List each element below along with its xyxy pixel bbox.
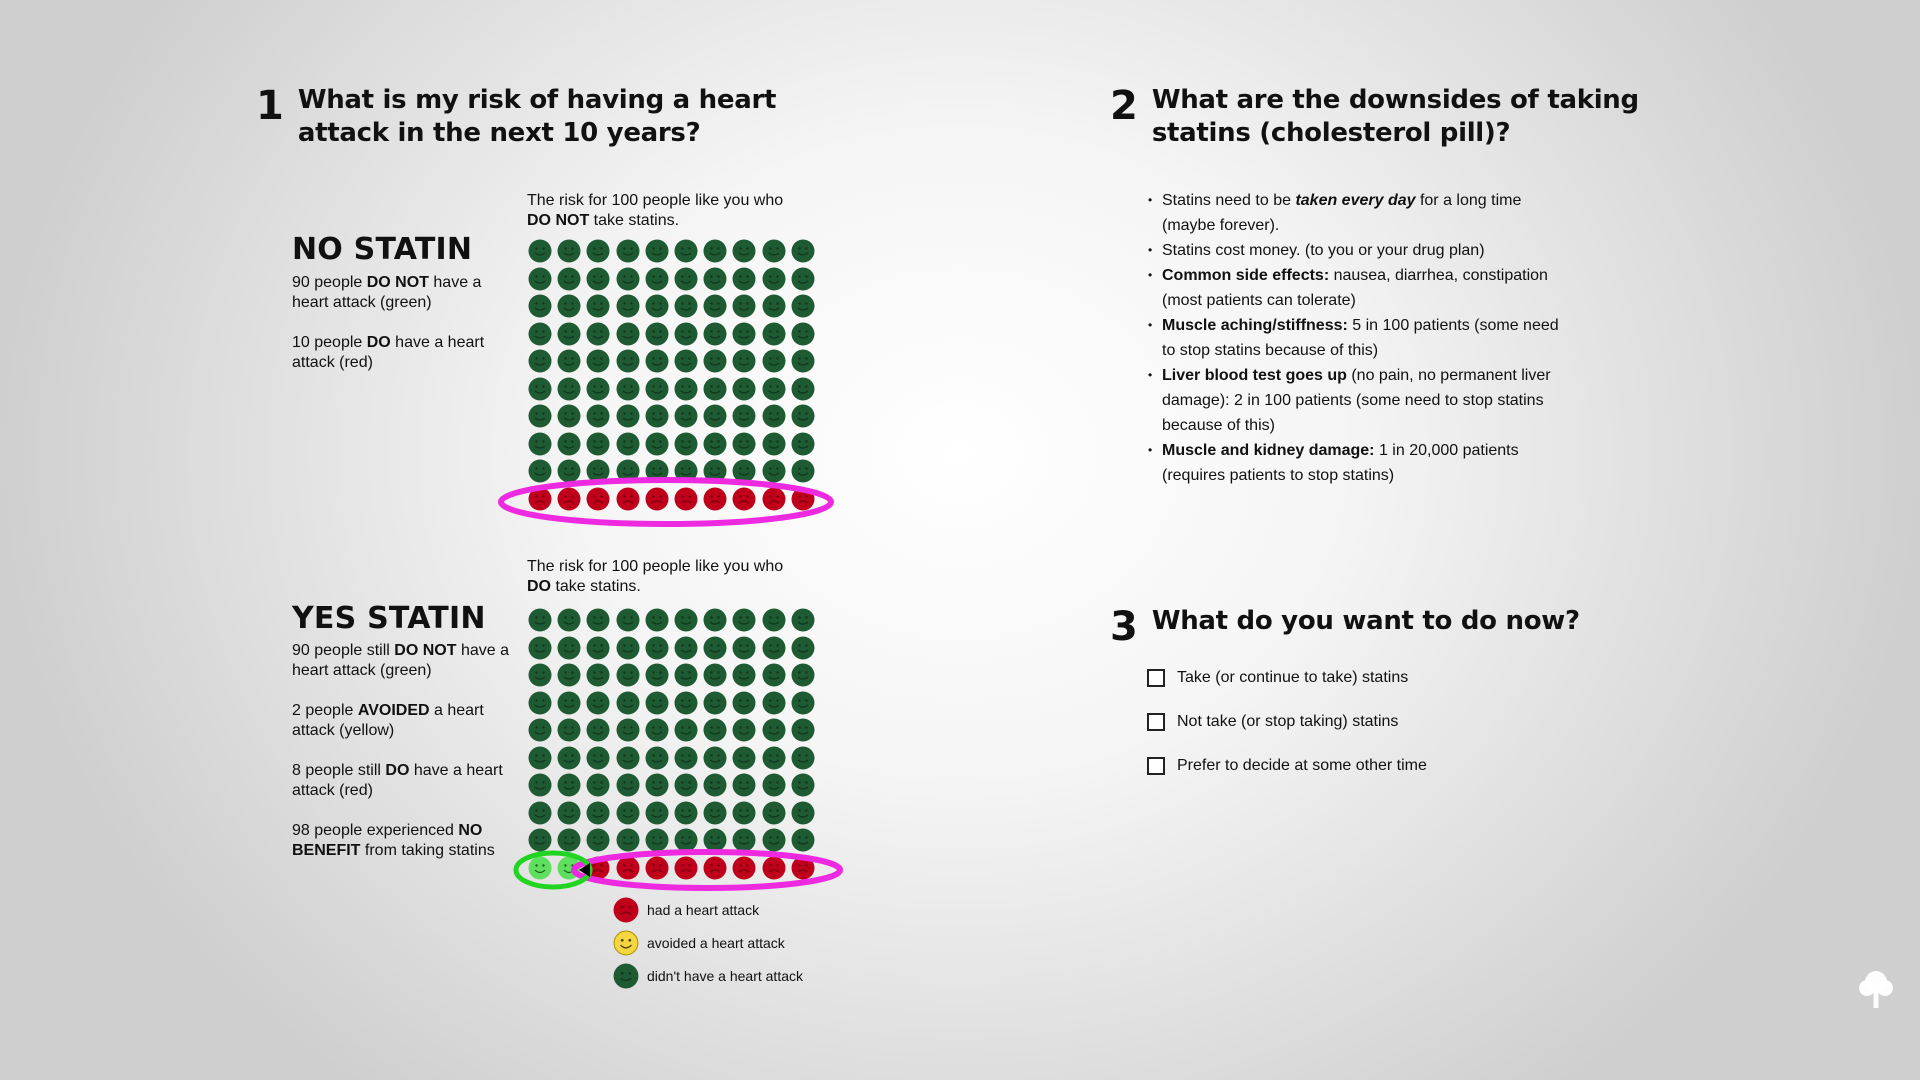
green-face-icon [762, 267, 786, 291]
green-face-icon [557, 432, 581, 456]
green-face-icon [616, 294, 640, 318]
green-face-icon [791, 663, 815, 687]
tree-icon [1856, 968, 1896, 1012]
legend [613, 893, 803, 992]
green-face-icon [732, 746, 756, 770]
yes-statin-stat-2 [292, 701, 512, 741]
green-face-icon [791, 828, 815, 852]
legend-label-yellow: avoided a heart attack [647, 934, 785, 951]
section-2-title [1152, 84, 1639, 150]
green-face-icon [586, 432, 610, 456]
green-face-icon [762, 239, 786, 263]
stat-text: have a heart attack (red) [292, 762, 503, 799]
green-face-icon [586, 773, 610, 797]
green-face-icon [732, 608, 756, 632]
no-statin-stat-1 [292, 273, 512, 313]
green-face-icon [528, 349, 552, 373]
green-face-icon [762, 432, 786, 456]
decision-options [1147, 656, 1427, 788]
green-face-icon [645, 377, 669, 401]
green-face-icon [703, 746, 727, 770]
green-face-icon [616, 404, 640, 428]
green-face-icon [616, 267, 640, 291]
green-face-icon [703, 718, 727, 742]
green-face-icon [613, 963, 639, 989]
green-face-icon [703, 773, 727, 797]
green-face-icon [791, 773, 815, 797]
green-face-icon [703, 636, 727, 660]
green-face-icon [732, 349, 756, 373]
stat-text: have a heart attack (green) [292, 642, 509, 679]
green-face-icon [674, 404, 698, 428]
green-face-icon [528, 432, 552, 456]
green-face-icon [703, 294, 727, 318]
section-2-header [1110, 84, 1639, 150]
green-face-icon [645, 459, 669, 483]
stat-text: have a heart attack (green) [292, 274, 482, 311]
downside-item-3 [1148, 263, 1568, 313]
green-face-icon [528, 718, 552, 742]
yellow-face-icon [528, 856, 552, 880]
green-face-icon [674, 267, 698, 291]
item-text: Statins need to be [1162, 192, 1296, 209]
no-statin-caption-end: take statins. [589, 212, 680, 229]
stat-text: 90 people still [292, 642, 395, 659]
green-face-icon [732, 322, 756, 346]
green-face-icon [528, 377, 552, 401]
green-face-icon [791, 267, 815, 291]
checkbox-decide-later[interactable] [1147, 757, 1165, 775]
green-face-icon [674, 322, 698, 346]
green-face-icon [732, 459, 756, 483]
yes-statin-caption-text: The risk for 100 people like you who [527, 558, 784, 575]
red-face-icon [645, 487, 669, 511]
green-face-icon [674, 773, 698, 797]
yellow-face-icon [557, 856, 581, 880]
green-face-icon [645, 322, 669, 346]
green-face-icon [791, 718, 815, 742]
green-face-icon [674, 718, 698, 742]
green-face-icon [616, 746, 640, 770]
green-face-icon [616, 718, 640, 742]
green-face-icon [616, 608, 640, 632]
no-statin-caption-text: The risk for 100 people like you who [527, 192, 784, 209]
green-face-icon [791, 636, 815, 660]
green-face-icon [528, 663, 552, 687]
green-face-icon [557, 294, 581, 318]
green-face-icon [528, 828, 552, 852]
red-face-icon [791, 487, 815, 511]
legend-item-green [613, 959, 803, 992]
green-face-icon [762, 691, 786, 715]
green-face-icon [674, 349, 698, 373]
green-face-icon [557, 267, 581, 291]
red-face-icon [616, 856, 640, 880]
no-statin-caption [527, 191, 827, 231]
green-face-icon [557, 746, 581, 770]
no-statin-label: NO STATIN [292, 232, 473, 267]
item-text: Statins cost money. (to you or your drug plan) [1162, 242, 1485, 259]
section-3-header [1110, 604, 1580, 650]
section-3-number: 3 [1110, 604, 1138, 650]
green-face-icon [762, 663, 786, 687]
green-face-icon [586, 691, 610, 715]
item-text: for a long time (maybe forever). [1162, 192, 1522, 234]
green-face-icon [703, 432, 727, 456]
item-text: nausea, diarrhea, constipation (most patients can tolerate) [1162, 267, 1548, 309]
green-face-icon [645, 267, 669, 291]
green-face-icon [528, 636, 552, 660]
green-face-icon [674, 828, 698, 852]
green-face-icon [557, 377, 581, 401]
green-face-icon [586, 349, 610, 373]
stat-bold: DO NOT [366, 274, 429, 291]
red-face-icon [703, 856, 727, 880]
green-face-icon [616, 828, 640, 852]
green-face-icon [762, 718, 786, 742]
red-face-icon [762, 856, 786, 880]
section-2-title-line2: statins (cholesterol pill)? [1151, 118, 1511, 148]
no-statin-stats [292, 273, 512, 393]
section-1-title-line2: attack in the next 10 years? [297, 118, 701, 148]
green-face-icon [762, 294, 786, 318]
item-bold: Muscle aching/stiffness: [1162, 317, 1348, 334]
green-face-icon [791, 294, 815, 318]
green-face-icon [616, 636, 640, 660]
green-face-icon [703, 608, 727, 632]
legend-label-green: didn't have a heart attack [647, 967, 803, 984]
green-face-icon [586, 322, 610, 346]
green-face-icon [645, 691, 669, 715]
stat-bold: AVOIDED [357, 702, 430, 719]
green-face-icon [674, 459, 698, 483]
yes-statin-stat-1 [292, 641, 512, 681]
stat-bold: DO [366, 334, 391, 351]
green-face-icon [616, 801, 640, 825]
green-face-icon [586, 663, 610, 687]
downside-item-1 [1148, 188, 1568, 238]
downsides-list [1148, 188, 1568, 488]
option-label: Take (or continue to take) statins [1177, 669, 1409, 686]
green-face-icon [586, 718, 610, 742]
downside-item-5 [1148, 363, 1568, 438]
green-face-icon [557, 239, 581, 263]
green-face-icon [616, 773, 640, 797]
green-face-icon [791, 432, 815, 456]
legend-item-red [613, 893, 803, 926]
red-face-icon [762, 487, 786, 511]
stat-bold: DO NOT [394, 642, 457, 659]
stat-text: 8 people still [292, 762, 386, 779]
green-face-icon [762, 773, 786, 797]
green-face-icon [791, 801, 815, 825]
green-face-icon [586, 828, 610, 852]
green-face-icon [791, 459, 815, 483]
green-face-icon [645, 663, 669, 687]
green-face-icon [732, 404, 756, 428]
red-face-icon [586, 856, 610, 880]
green-face-icon [732, 267, 756, 291]
green-face-icon [557, 663, 581, 687]
green-face-icon [586, 636, 610, 660]
green-face-icon [703, 801, 727, 825]
green-face-icon [732, 801, 756, 825]
yes-statin-icon-array [528, 608, 815, 880]
green-face-icon [791, 746, 815, 770]
green-face-icon [703, 239, 727, 263]
yes-statin-label: YES STATIN [292, 601, 486, 636]
green-face-icon [557, 322, 581, 346]
green-face-icon [528, 322, 552, 346]
yes-statin-caption [527, 557, 827, 597]
green-face-icon [586, 267, 610, 291]
green-face-icon [528, 801, 552, 825]
green-face-icon [557, 636, 581, 660]
green-face-icon [791, 239, 815, 263]
green-face-icon [674, 432, 698, 456]
stat-bold: DO [385, 762, 410, 779]
green-face-icon [557, 691, 581, 715]
green-face-icon [732, 377, 756, 401]
red-face-icon [616, 487, 640, 511]
downside-item-6 [1148, 438, 1568, 488]
item-bold: Muscle and kidney damage: [1162, 442, 1375, 459]
legend-item-yellow [613, 926, 803, 959]
green-face-icon [586, 459, 610, 483]
green-face-icon [674, 801, 698, 825]
green-face-icon [528, 459, 552, 483]
green-face-icon [703, 322, 727, 346]
green-face-icon [616, 432, 640, 456]
red-face-icon [791, 856, 815, 880]
green-face-icon [762, 746, 786, 770]
green-face-icon [645, 801, 669, 825]
red-face-icon [528, 487, 552, 511]
green-face-icon [762, 828, 786, 852]
green-face-icon [703, 828, 727, 852]
stat-text: 98 people experienced [292, 822, 459, 839]
item-text: 5 in 100 patients (some need to stop statins because of this) [1162, 317, 1559, 359]
item-bold: Liver blood test goes up [1162, 367, 1347, 384]
green-face-icon [674, 691, 698, 715]
green-face-icon [616, 663, 640, 687]
green-face-icon [557, 828, 581, 852]
red-face-icon [645, 856, 669, 880]
green-face-icon [645, 239, 669, 263]
green-face-icon [674, 636, 698, 660]
green-face-icon [732, 239, 756, 263]
green-face-icon [791, 404, 815, 428]
green-face-icon [674, 239, 698, 263]
red-face-icon [703, 487, 727, 511]
green-face-icon [762, 349, 786, 373]
red-face-icon [732, 856, 756, 880]
green-face-icon [791, 322, 815, 346]
green-face-icon [645, 608, 669, 632]
section-1-number: 1 [256, 83, 284, 129]
red-face-icon [732, 487, 756, 511]
green-face-icon [703, 663, 727, 687]
checkbox-take-statins[interactable] [1147, 669, 1165, 687]
green-face-icon [586, 239, 610, 263]
green-face-icon [703, 267, 727, 291]
section-1-title [298, 84, 776, 150]
green-face-icon [528, 294, 552, 318]
option-decide-later[interactable] [1147, 744, 1427, 788]
green-face-icon [616, 322, 640, 346]
green-face-icon [703, 377, 727, 401]
no-statin-icon-array [528, 239, 815, 511]
green-face-icon [703, 459, 727, 483]
green-face-icon [586, 377, 610, 401]
yes-statin-stats [292, 641, 512, 881]
item-bold: Common side effects: [1162, 267, 1330, 284]
green-face-icon [557, 608, 581, 632]
yes-statin-caption-end: take statins. [551, 578, 641, 595]
green-face-icon [528, 404, 552, 428]
red-face-icon [674, 487, 698, 511]
green-face-icon [791, 377, 815, 401]
stat-text: from taking statins [360, 842, 495, 859]
no-statin-caption-bold: DO NOT [527, 212, 590, 229]
green-face-icon [586, 294, 610, 318]
red-face-icon [613, 897, 639, 923]
green-face-icon [762, 377, 786, 401]
green-face-icon [645, 349, 669, 373]
green-face-icon [674, 663, 698, 687]
green-face-icon [674, 608, 698, 632]
stat-text: a heart attack (yellow) [292, 702, 484, 739]
option-not-take-statins[interactable] [1147, 700, 1427, 744]
green-face-icon [645, 773, 669, 797]
green-face-icon [762, 608, 786, 632]
green-face-icon [645, 828, 669, 852]
item-text: 1 in 20,000 patients (requires patients to stop statins) [1162, 442, 1519, 484]
green-face-icon [528, 608, 552, 632]
no-statin-stat-2 [292, 333, 512, 373]
green-face-icon [762, 322, 786, 346]
red-face-icon [586, 487, 610, 511]
downside-item-2 [1148, 238, 1568, 263]
green-face-icon [645, 432, 669, 456]
green-face-icon [586, 746, 610, 770]
green-face-icon [528, 691, 552, 715]
red-face-icon [557, 487, 581, 511]
green-face-icon [762, 459, 786, 483]
stat-bold: NO BENEFIT [292, 822, 483, 859]
green-face-icon [586, 404, 610, 428]
green-face-icon [616, 377, 640, 401]
green-face-icon [732, 691, 756, 715]
yes-statin-caption-bold: DO [527, 578, 551, 595]
green-face-icon [732, 294, 756, 318]
green-face-icon [703, 404, 727, 428]
yes-statin-stat-3 [292, 761, 512, 801]
section-3-title: What do you want to do now? [1151, 606, 1580, 636]
green-face-icon [616, 349, 640, 373]
green-face-icon [557, 773, 581, 797]
stat-text: 90 people [292, 274, 367, 291]
green-face-icon [616, 459, 640, 483]
green-face-icon [528, 267, 552, 291]
green-face-icon [557, 718, 581, 742]
green-face-icon [732, 828, 756, 852]
green-face-icon [703, 691, 727, 715]
green-face-icon [528, 773, 552, 797]
section-1-title-line1: What is my risk of having a heart [297, 85, 777, 115]
option-label: Not take (or stop taking) statins [1177, 713, 1399, 730]
green-face-icon [732, 663, 756, 687]
green-face-icon [791, 608, 815, 632]
green-face-icon [557, 349, 581, 373]
green-face-icon [674, 377, 698, 401]
option-take-statins[interactable] [1147, 656, 1427, 700]
green-face-icon [762, 636, 786, 660]
green-face-icon [616, 691, 640, 715]
green-face-icon [791, 349, 815, 373]
green-face-icon [557, 459, 581, 483]
green-face-icon [557, 801, 581, 825]
option-label: Prefer to decide at some other time [1177, 757, 1427, 774]
legend-label-red: had a heart attack [647, 901, 760, 918]
green-face-icon [586, 608, 610, 632]
checkbox-not-take-statins[interactable] [1147, 713, 1165, 731]
green-face-icon [674, 294, 698, 318]
green-face-icon [645, 636, 669, 660]
green-face-icon [616, 239, 640, 263]
green-face-icon [645, 294, 669, 318]
yellow-face-icon [613, 930, 639, 956]
green-face-icon [528, 746, 552, 770]
item-text: (no pain, no permanent liver damage): 2 in 100 patients (some need to stop statins because of this) [1162, 367, 1551, 434]
green-face-icon [557, 404, 581, 428]
section-2-number: 2 [1110, 83, 1138, 129]
green-face-icon [645, 746, 669, 770]
green-face-icon [732, 432, 756, 456]
green-face-icon [703, 349, 727, 373]
green-face-icon [645, 718, 669, 742]
green-face-icon [732, 718, 756, 742]
section-1-header [256, 84, 776, 150]
green-face-icon [762, 404, 786, 428]
stat-text: 10 people [292, 334, 367, 351]
section-2-title-line1: What are the downsides of taking [1151, 85, 1639, 115]
downside-item-4 [1148, 313, 1568, 363]
yes-statin-stat-4 [292, 821, 512, 861]
green-face-icon [762, 801, 786, 825]
green-face-icon [732, 773, 756, 797]
green-face-icon [732, 636, 756, 660]
stat-text: have a heart attack (red) [292, 334, 485, 371]
stat-text: 2 people [292, 702, 358, 719]
green-face-icon [674, 746, 698, 770]
green-face-icon [791, 691, 815, 715]
green-face-icon [645, 404, 669, 428]
red-face-icon [674, 856, 698, 880]
green-face-icon [586, 801, 610, 825]
green-face-icon [528, 239, 552, 263]
item-emphasis: taken every day [1295, 192, 1416, 209]
